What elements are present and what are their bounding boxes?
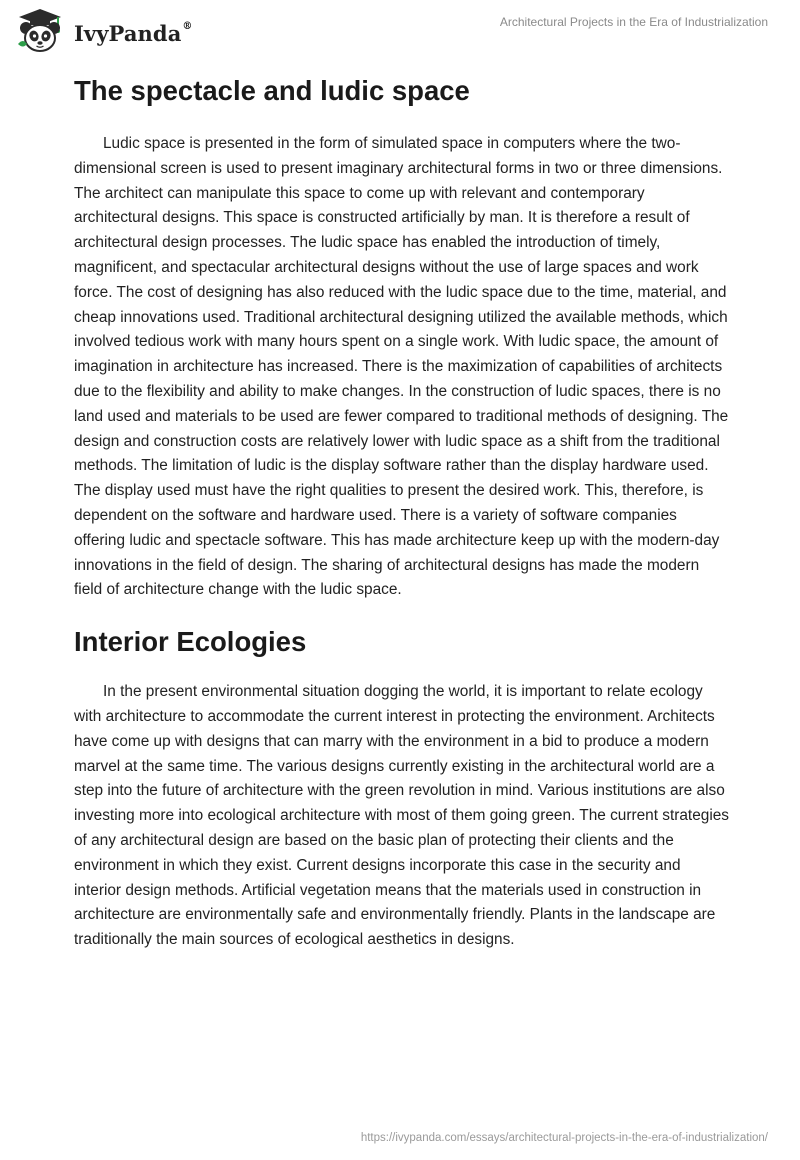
- section-paragraph-ludic-space: Ludic space is presented in the form of simulated space in computers where the two-dimensional screen is used to present imaginary architectural forms in two or three dimensions. The architect can manipulate this space to come up with relevant and contemporary architectural designs. This space is constructed artificially by man. It is therefore a result of architectural design processes. The ludic space has enabled the introduction of timely, magnificent, and spectacular architectural designs without the use of large spaces and work force. The cost of designing has also reduced with the ludic space due to the time, material, and cheap innovations used. Traditional architectural designing utilized the available methods, which involved tedious work with many hours spent on a single work. With ludic space, the amount of imagination in architecture has increased. There is the maximization of capabilities of architects due to the flexibility and ability to make changes. In the construction of ludic spaces, there is no land used and materials to be used are fewer compared to traditional methods of designing. The design and construction costs are relatively lower with ludic space as a shift from the traditional methods. The limitation of ludic is the display software rather than the display hardware used. The display used must have the right qualities to present the desired work. This, therefore, is dependent on the software and hardware used. There is a variety of software companies offering ludic and spectacle software. This has made architecture keep up with the modern-day innovations in the field of design. The sharing of architectural designs has made the modern field of architecture change with the ludic space.: [74, 135, 729, 599]
- brand-logo[interactable]: [14, 8, 193, 54]
- section-paragraph-interior-ecologies: In the present environmental situation dogging the world, it is important to relate ecology with architecture to accommodate the current interest in protecting the environment. Architects have come up with designs that can marry with the environment in a bid to produce a modern marvel at the same time. The various designs currently existing in the architectural world are a step into the future of architecture with the green revolution in mind. Various institutions are also investing more into ecological architecture with most of them going green. The current strategies of any architectural design are based on the basic plan of protecting their clients and the environment in which they exist. Current designs incorporate this case in the security and interior design methods. Artificial vegetation means that the materials used in construction in architecture are environmentally safe and environmentally friendly. Plants in the landscape are traditionally the main sources of ecological aesthetics in designs.: [74, 683, 730, 949]
- registered-mark: ®: [182, 20, 193, 32]
- section-heading-interior-ecologies: Interior Ecologies: [74, 626, 307, 658]
- section-heading-ludic-space: The spectacle and ludic space: [74, 75, 470, 106]
- panda-graduate-icon: [14, 8, 66, 54]
- source-url-link[interactable]: https://ivypanda.com/essays/architectural-projects-in-the-era-of-industrialization/: [360, 1132, 768, 1144]
- document-title: Architectural Projects in the Era of Industrialization: [499, 15, 768, 29]
- brand-name: IvyPanda®: [74, 20, 193, 46]
- article-body: [74, 74, 730, 953]
